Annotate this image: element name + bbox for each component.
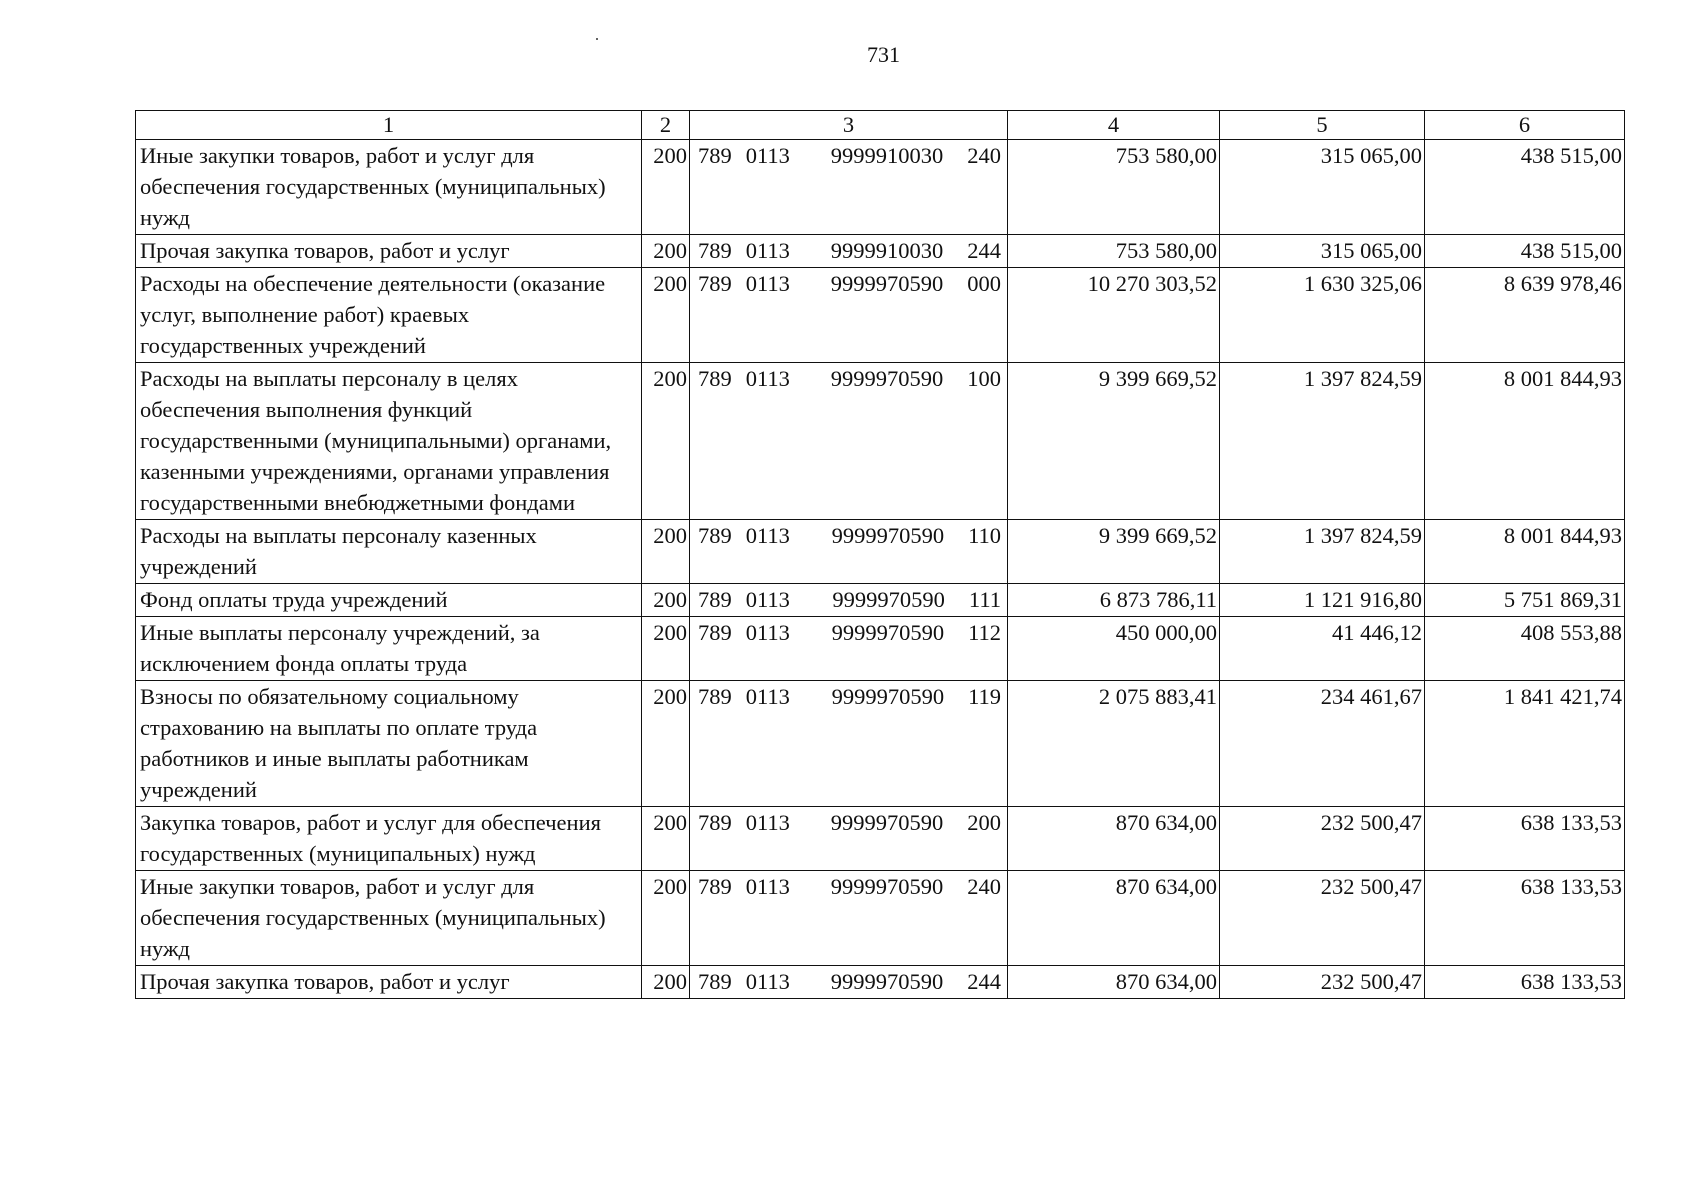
row-col2: 200 (642, 140, 690, 235)
code-ministry: 789 (698, 620, 732, 645)
row-col2: 200 (642, 584, 690, 617)
row-classification-code (690, 520, 1008, 584)
table-body (136, 140, 1625, 999)
code-article: 9999970590 (830, 366, 944, 391)
row-col6-amount: 8 639 978,46 (1425, 268, 1625, 363)
code-article: 9999970590 (830, 969, 944, 994)
row-col5-amount: 1 397 824,59 (1220, 520, 1425, 584)
code-article: 9999970590 (830, 810, 944, 835)
row-col6-amount: 438 515,00 (1425, 235, 1625, 268)
code-ministry: 789 (698, 587, 732, 612)
code-article: 9999910030 (830, 143, 944, 168)
code-article: 9999970590 (830, 271, 944, 296)
row-col6-amount: 1 841 421,74 (1425, 681, 1625, 807)
row-col5-amount: 1 397 824,59 (1220, 363, 1425, 520)
row-col2: 200 (642, 871, 690, 966)
code-section: 0113 (745, 143, 790, 168)
row-classification-code (690, 584, 1008, 617)
row-col4-amount: 450 000,00 (1008, 617, 1220, 681)
table-row (136, 807, 1625, 871)
table-row (136, 520, 1625, 584)
code-section: 0113 (745, 271, 790, 296)
row-classification-code (690, 966, 1008, 999)
row-description: Расходы на обеспечение деятельности (оказание услуг, выполнение работ) краевых государственных учреждений (136, 268, 642, 363)
row-description: Прочая закупка товаров, работ и услуг (136, 966, 642, 999)
code-article: 9999970590 (831, 620, 945, 645)
row-col2: 200 (642, 617, 690, 681)
column-header: 6 (1425, 111, 1625, 140)
row-col2: 200 (642, 520, 690, 584)
code-article: 9999970590 (831, 523, 945, 548)
row-col4-amount: 870 634,00 (1008, 807, 1220, 871)
table-row (136, 584, 1625, 617)
code-article: 9999970590 (831, 684, 945, 709)
code-expense-type: 200 (967, 810, 1001, 835)
row-col2: 200 (642, 966, 690, 999)
code-section: 0113 (745, 620, 790, 645)
row-col4-amount: 6 873 786,11 (1008, 584, 1220, 617)
row-description: Прочая закупка товаров, работ и услуг (136, 235, 642, 268)
row-col2: 200 (642, 681, 690, 807)
row-description: Иные закупки товаров, работ и услуг для обеспечения государственных (муниципальных) нужд (136, 871, 642, 966)
row-classification-code (690, 268, 1008, 363)
row-col6-amount: 408 553,88 (1425, 617, 1625, 681)
row-col5-amount: 315 065,00 (1220, 235, 1425, 268)
code-expense-type: 110 (968, 523, 1001, 548)
column-header: 5 (1220, 111, 1425, 140)
code-expense-type: 100 (967, 366, 1001, 391)
code-section: 0113 (745, 810, 790, 835)
table-row (136, 966, 1625, 999)
row-col5-amount: 41 446,12 (1220, 617, 1425, 681)
row-col2: 200 (642, 363, 690, 520)
table-header-row (136, 111, 1625, 140)
row-col5-amount: 1 630 325,06 (1220, 268, 1425, 363)
row-col4-amount: 753 580,00 (1008, 235, 1220, 268)
row-description: Расходы на выплаты персоналу в целях обеспечения выполнения функций государственными (муниципальными) органами, казенными учреждениями, органами управления государственными внебюджетными фондами (136, 363, 642, 520)
code-section: 0113 (745, 587, 790, 612)
table-row (136, 140, 1625, 235)
row-col6-amount: 638 133,53 (1425, 871, 1625, 966)
row-description: Закупка товаров, работ и услуг для обеспечения государственных (муниципальных) нужд (136, 807, 642, 871)
row-col5-amount: 234 461,67 (1220, 681, 1425, 807)
row-col5-amount: 315 065,00 (1220, 140, 1425, 235)
row-col5-amount: 232 500,47 (1220, 871, 1425, 966)
row-col4-amount: 9 399 669,52 (1008, 363, 1220, 520)
code-ministry: 789 (698, 810, 732, 835)
code-article: 9999910030 (830, 238, 944, 263)
table-row (136, 268, 1625, 363)
row-col4-amount: 10 270 303,52 (1008, 268, 1220, 363)
row-col4-amount: 870 634,00 (1008, 871, 1220, 966)
row-col6-amount: 438 515,00 (1425, 140, 1625, 235)
row-col2: 200 (642, 807, 690, 871)
budget-table (135, 110, 1625, 999)
scan-speck (596, 38, 598, 40)
code-expense-type: 119 (968, 684, 1001, 709)
column-header: 1 (136, 111, 642, 140)
code-expense-type: 111 (968, 587, 1001, 612)
code-ministry: 789 (698, 874, 732, 899)
row-col6-amount: 8 001 844,93 (1425, 520, 1625, 584)
row-col4-amount: 2 075 883,41 (1008, 681, 1220, 807)
column-header: 4 (1008, 111, 1220, 140)
code-section: 0113 (745, 874, 790, 899)
table-row (136, 235, 1625, 268)
row-col6-amount: 638 133,53 (1425, 966, 1625, 999)
row-classification-code (690, 681, 1008, 807)
row-classification-code (690, 235, 1008, 268)
code-section: 0113 (745, 684, 790, 709)
row-col6-amount: 8 001 844,93 (1425, 363, 1625, 520)
table-row (136, 363, 1625, 520)
row-classification-code (690, 140, 1008, 235)
row-col2: 200 (642, 268, 690, 363)
row-description: Расходы на выплаты персоналу казенных учреждений (136, 520, 642, 584)
code-expense-type: 000 (967, 271, 1001, 296)
row-col5-amount: 1 121 916,80 (1220, 584, 1425, 617)
column-header: 2 (642, 111, 690, 140)
code-ministry: 789 (698, 684, 732, 709)
code-section: 0113 (745, 969, 790, 994)
row-col2: 200 (642, 235, 690, 268)
page-number: 731 (867, 42, 900, 67)
code-expense-type: 112 (968, 620, 1001, 645)
row-classification-code (690, 363, 1008, 520)
row-col5-amount: 232 500,47 (1220, 966, 1425, 999)
row-col6-amount: 638 133,53 (1425, 807, 1625, 871)
row-col4-amount: 870 634,00 (1008, 966, 1220, 999)
row-col5-amount: 232 500,47 (1220, 807, 1425, 871)
row-description: Иные закупки товаров, работ и услуг для обеспечения государственных (муниципальных) нужд (136, 140, 642, 235)
code-expense-type: 240 (967, 874, 1001, 899)
code-ministry: 789 (698, 969, 732, 994)
code-ministry: 789 (698, 271, 732, 296)
row-description: Фонд оплаты труда учреждений (136, 584, 642, 617)
code-expense-type: 244 (967, 969, 1001, 994)
row-col4-amount: 753 580,00 (1008, 140, 1220, 235)
code-ministry: 789 (698, 143, 732, 168)
column-header: 3 (690, 111, 1008, 140)
code-ministry: 789 (698, 366, 732, 391)
row-classification-code (690, 871, 1008, 966)
code-expense-type: 244 (967, 238, 1001, 263)
row-description: Иные выплаты персоналу учреждений, за исключением фонда оплаты труда (136, 617, 642, 681)
row-classification-code (690, 807, 1008, 871)
code-expense-type: 240 (967, 143, 1001, 168)
code-article: 9999970590 (832, 587, 945, 612)
table-row (136, 681, 1625, 807)
table-row (136, 871, 1625, 966)
code-ministry: 789 (698, 523, 732, 548)
code-ministry: 789 (698, 238, 732, 263)
row-classification-code (690, 617, 1008, 681)
row-description: Взносы по обязательному социальному страхованию на выплаты по оплате труда работников и иные выплаты работникам учреждений (136, 681, 642, 807)
code-article: 9999970590 (830, 874, 944, 899)
table-row (136, 617, 1625, 681)
row-col4-amount: 9 399 669,52 (1008, 520, 1220, 584)
code-section: 0113 (745, 366, 790, 391)
row-col6-amount: 5 751 869,31 (1425, 584, 1625, 617)
code-section: 0113 (745, 238, 790, 263)
code-section: 0113 (745, 523, 790, 548)
